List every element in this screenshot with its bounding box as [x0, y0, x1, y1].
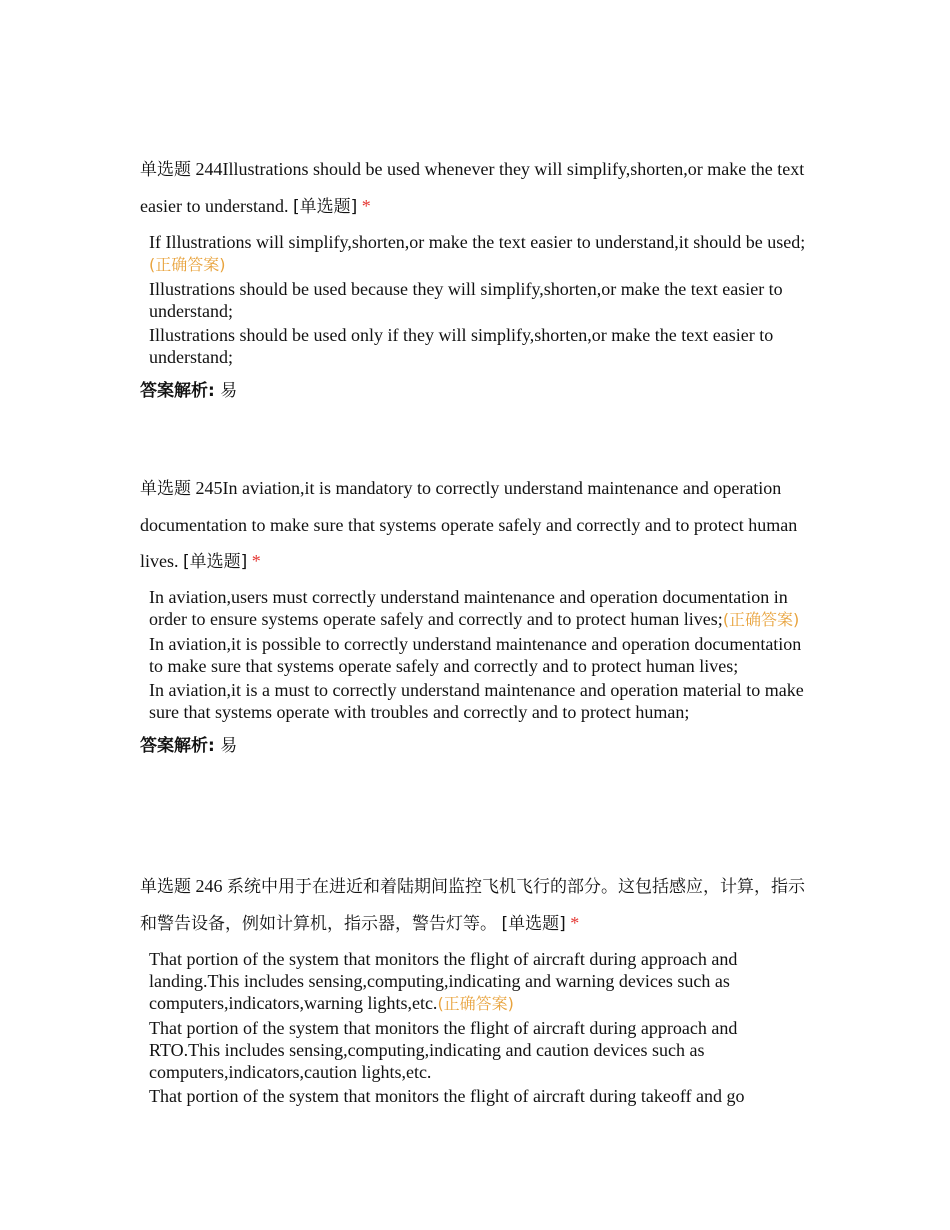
- required-mark: *: [361, 196, 371, 216]
- correct-answer-mark: (正确答案): [437, 994, 514, 1013]
- question-type: 单选题: [140, 877, 191, 897]
- question-title: [140, 151, 810, 225]
- option-text: In aviation,it is a must to correctly understand maintenance and operation material to make sure that systems operate with troubles and correctly and to protect human;: [149, 680, 804, 722]
- option-text: That portion of the system that monitors the flight of aircraft during approach and landing.This includes sensing,computing,indicating and warning devices such as computers,indicators,warning lights,etc.: [149, 949, 738, 1013]
- option-b[interactable]: [149, 1017, 810, 1083]
- option-a[interactable]: [149, 231, 810, 276]
- question-text: Illustrations should be used whenever they will simplify,shorten,or make the text easier to understand.: [140, 159, 805, 216]
- question-type: 单选题: [140, 479, 191, 499]
- question-text: In aviation,it is mandatory to correctly understand maintenance and operation documentation to make sure that systems operate safely and correctly and to protect human lives.: [140, 478, 798, 571]
- question-title: [140, 868, 810, 942]
- explanation-label: 答案解析:: [140, 736, 215, 756]
- correct-answer-mark: (正确答案): [722, 610, 800, 629]
- explanation-label: 答案解析:: [140, 381, 215, 401]
- option-text: Illustrations should be used only if they will simplify,shorten,or make the text easier to understand;: [149, 325, 774, 367]
- answer-explanation: [140, 376, 810, 401]
- option-a[interactable]: [149, 948, 810, 1015]
- question-number: 246: [195, 876, 223, 896]
- answer-explanation: [140, 731, 810, 756]
- option-c[interactable]: [149, 679, 810, 723]
- option-c[interactable]: [149, 324, 810, 368]
- option-b[interactable]: [149, 633, 810, 677]
- option-text: That portion of the system that monitors the flight of aircraft during approach and RTO.This includes sensing,computing,indicating and caution devices such as computers,indicators,caution lights,etc.: [149, 1018, 738, 1082]
- required-mark: *: [251, 551, 261, 571]
- option-text: In aviation,it is possible to correctly understand maintenance and operation documentation to make sure that systems operate safely and correctly and to protect human lives;: [149, 634, 802, 676]
- option-b[interactable]: [149, 278, 810, 322]
- required-mark: *: [570, 913, 580, 933]
- option-text: Illustrations should be used because they will simplify,shorten,or make the text easier to understand;: [149, 279, 783, 321]
- question-number: 244: [195, 159, 223, 179]
- question-244: [140, 151, 810, 401]
- question-tag: [单选题]: [501, 914, 566, 934]
- option-a[interactable]: [149, 586, 810, 631]
- option-text: If Illustrations will simplify,shorten,or make the text easier to understand,it should be used;: [149, 232, 806, 252]
- correct-answer-mark: (正确答案): [149, 255, 226, 274]
- question-tag: [单选题]: [292, 197, 358, 217]
- option-list: [149, 231, 810, 368]
- explanation-value: 易: [220, 736, 238, 756]
- question-text: 系统中用于在进近和着陆期间监控飞机飞行的部分。这包括感应，计算，指示和警告设备，例如计算机，指示器，警告灯等。: [140, 877, 805, 934]
- option-text: In aviation,users must correctly understand maintenance and operation documentation in order to ensure systems operate safely and correctly and to protect human lives;: [149, 587, 788, 629]
- explanation-value: 易: [220, 381, 238, 401]
- question-245: [140, 470, 810, 756]
- option-list: [149, 948, 810, 1107]
- question-type: 单选题: [140, 160, 191, 180]
- option-c[interactable]: [149, 1085, 810, 1107]
- question-246: [140, 868, 810, 1109]
- question-number: 245: [195, 478, 223, 498]
- question-tag: [单选题]: [183, 552, 248, 572]
- option-text: That portion of the system that monitors the flight of aircraft during takeoff and go: [149, 1086, 745, 1106]
- question-title: [140, 470, 810, 580]
- option-list: [149, 586, 810, 723]
